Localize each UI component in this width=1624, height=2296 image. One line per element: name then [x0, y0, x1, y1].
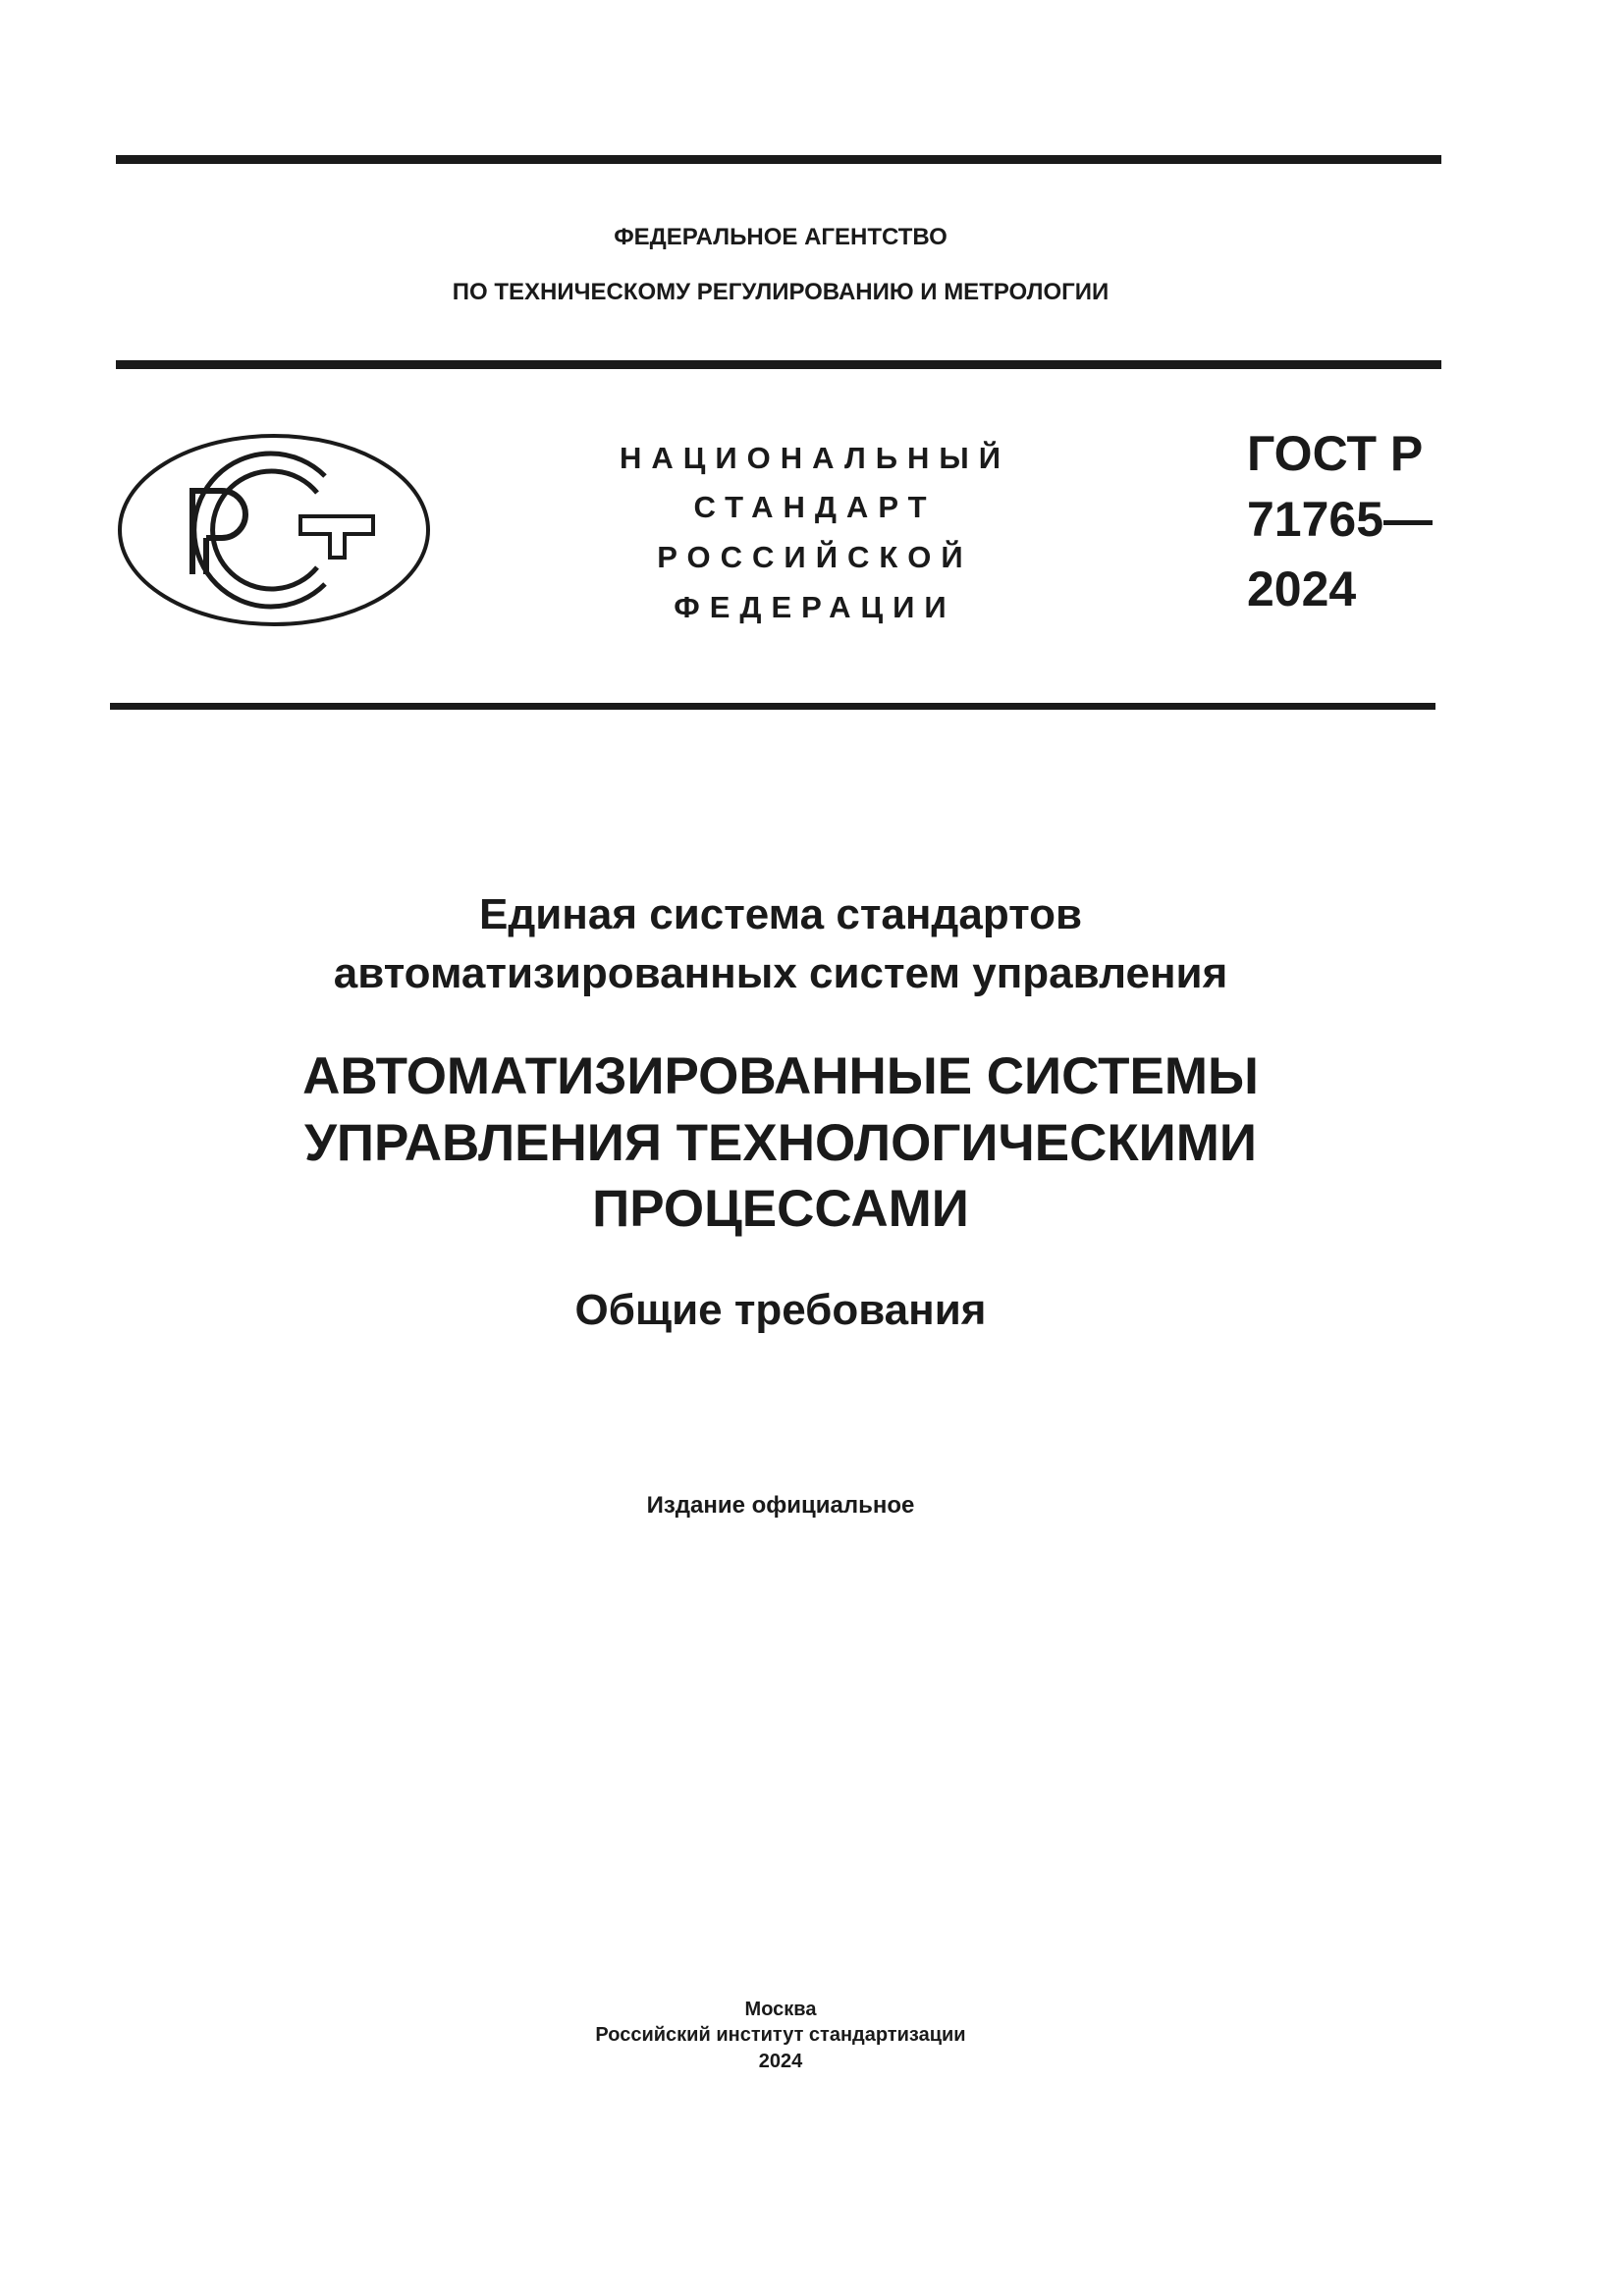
- document-title-line-1: АВТОМАТИЗИРОВАННЫЕ СИСТЕМЫ: [302, 1047, 1259, 1105]
- document-subtitle: Общие требования: [574, 1286, 987, 1334]
- standard-type-line-4: ФЕДЕРАЦИИ: [674, 590, 956, 624]
- gost-designation-line-3: 2024: [1247, 561, 1357, 616]
- standard-type-line-1: НАЦИОНАЛЬНЫЙ: [619, 441, 1011, 475]
- agency-line-2: ПО ТЕХНИЧЕСКОМУ РЕГУЛИРОВАНИЮ И МЕТРОЛОГИИ: [452, 279, 1110, 305]
- standard-type-line-2: СТАНДАРТ: [693, 490, 937, 524]
- standard-type-line-3: РОССИЙСКОЙ: [657, 540, 973, 574]
- imprint-city: Москва: [744, 1999, 817, 2020]
- designation-rule: [110, 703, 1435, 710]
- header-rule: [116, 360, 1441, 369]
- series-title-line-2: автоматизированных систем управления: [333, 949, 1228, 997]
- document-title-line-3: ПРОЦЕССАМИ: [592, 1180, 969, 1238]
- top-rule: [116, 155, 1441, 164]
- gost-designation-line-2: 71765—: [1247, 492, 1434, 547]
- agency-line-1: ФЕДЕРАЛЬНОЕ АГЕНТСТВО: [614, 224, 947, 250]
- imprint-publisher: Российский институт стандартизации: [595, 2024, 966, 2046]
- series-title-line-1: Единая система стандартов: [478, 890, 1083, 938]
- document-title-line-2: УПРАВЛЕНИЯ ТЕХНОЛОГИЧЕСКИМИ: [303, 1114, 1258, 1172]
- rst-certification-mark-icon: [116, 432, 432, 628]
- gost-designation-line-1: ГОСТ Р: [1247, 426, 1424, 481]
- imprint-year: 2024: [758, 2051, 803, 2072]
- edition-label: Издание официальное: [646, 1492, 915, 1519]
